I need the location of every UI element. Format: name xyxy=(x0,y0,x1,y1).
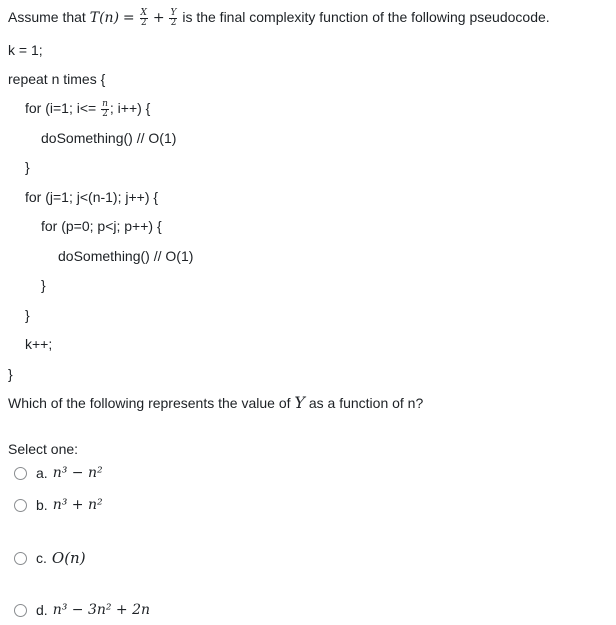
code-for-p: for (p=0; p<j; p++) { xyxy=(41,218,162,234)
math-plus: + xyxy=(152,10,165,26)
option-c-letter: c. xyxy=(36,550,47,566)
code-close-2: } xyxy=(41,277,46,293)
math-equals: = xyxy=(122,10,135,26)
option-b-letter: b. xyxy=(36,497,48,513)
option-a[interactable] xyxy=(14,463,103,483)
code-do-something-1: doSomething() // O(1) xyxy=(41,130,177,146)
code-repeat: repeat n times { xyxy=(8,71,106,87)
math-T: T(n) xyxy=(89,10,120,26)
code-close-3: } xyxy=(25,307,30,323)
code-close-4: } xyxy=(8,366,13,382)
fraction-y-over-2: $\frac{Y}{2}$ xyxy=(170,7,177,28)
code-k-inc: k++; xyxy=(25,336,53,352)
select-one-label: Select one: xyxy=(8,441,79,457)
option-d[interactable] xyxy=(14,600,150,620)
code-for-i: for (i=1; i<= $\frac{n}{2}$ ; i++) { xyxy=(25,98,151,119)
question-prompt: Which of the following represents the value of Y as a function of n? xyxy=(8,393,424,412)
radio-d[interactable] xyxy=(14,604,27,617)
option-c-math: O(n) xyxy=(51,549,86,567)
fraction-n-over-2: $\frac{n}{2}$ xyxy=(102,98,108,119)
code-for-j: for (j=1; j<(n-1); j++) { xyxy=(25,189,159,205)
math-Y: Y xyxy=(294,393,305,412)
radio-b[interactable] xyxy=(14,499,27,512)
radio-a[interactable] xyxy=(14,467,27,480)
option-d-math: n³ − 3n² + 2n xyxy=(52,602,151,618)
question-intro-after: is the final complexity function of the following pseudocode. xyxy=(182,9,550,25)
code-do-something-2: doSomething() // O(1) xyxy=(58,248,194,264)
code-close-1: } xyxy=(25,159,30,175)
option-b-math: n³ + n² xyxy=(52,497,103,513)
option-d-letter: d. xyxy=(36,602,48,618)
option-c[interactable] xyxy=(14,548,86,568)
code-k-init: k = 1; xyxy=(8,42,43,58)
option-a-letter: a. xyxy=(36,465,48,481)
question-intro-before: Assume that xyxy=(8,9,86,25)
option-a-math: n³ − n² xyxy=(52,465,103,481)
option-b[interactable] xyxy=(14,495,103,515)
radio-c[interactable] xyxy=(14,552,27,565)
fraction-x-over-2: $\frac{X}{2}$ xyxy=(140,7,147,28)
question-intro xyxy=(8,8,550,28)
